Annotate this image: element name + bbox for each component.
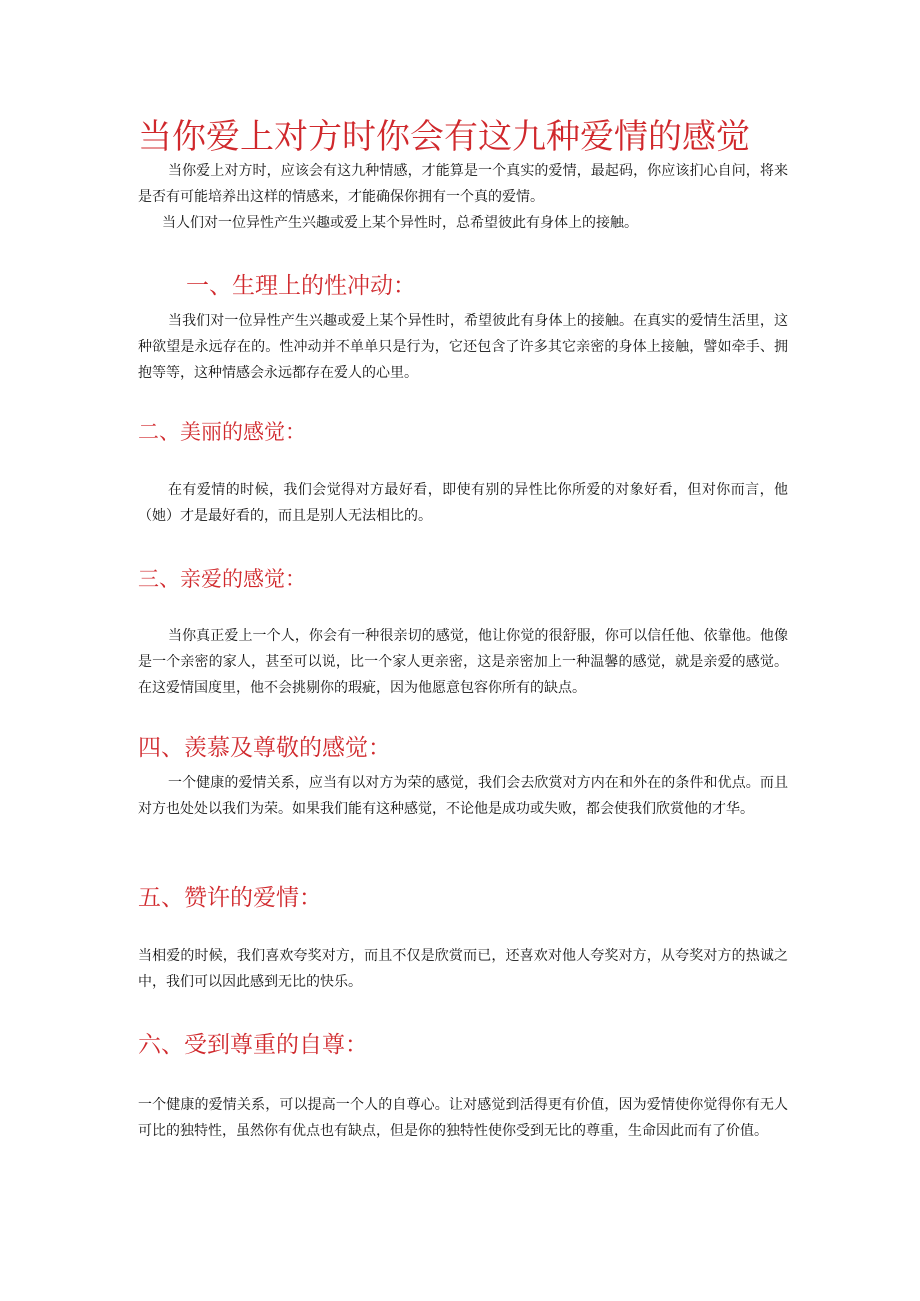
section-body-3: 当你真正爱上一个人，你会有一种很亲切的感觉，他让你觉的很舒服，你可以信任他、依靠他。他像是一个亲密的家人，甚至可以说，比一个家人更亲密，这是亲密加上一种温馨的感觉，就是亲爱的感觉。在这爱情国度里，他不会挑剔你的瑕疵，因为他愿意包容你所有的缺点。 <box>138 628 788 696</box>
section-body-1: 当我们对一位异性产生兴趣或爱上某个异性时，希望彼此有身体上的接触。在真实的爱情生活里，这种欲望是永远存在的。性冲动并不单单只是行为，它还包含了许多其它亲密的身体上接触，譬如牵手、拥抱等等，这种情感会永远都存在爱人的心里。 <box>138 313 788 381</box>
section-heading-6: 六、受到尊重的自尊： <box>138 1032 368 1058</box>
section-heading-5: 五、赞许的爱情： <box>138 885 322 911</box>
section-heading-1: 一、生理上的性冲动： <box>186 273 416 299</box>
document-title: 当你爱上对方时你会有这九种爱情的感觉 <box>138 117 750 157</box>
section-body-2: 在有爱情的时候，我们会觉得对方最好看，即使有别的异性比你所爱的对象好看，但对你而言，他（她）才是最好看的，而且是别人无法相比的。 <box>138 482 788 524</box>
section-heading-4: 四、羡慕及尊敬的感觉： <box>138 735 391 761</box>
intro-paragraph: 当你爱上对方时，应该会有这九种情感，才能算是一个真实的爱情，最起码，你应该扪心自问，将来是否有可能培养出这样的情感来，才能确保你拥有一个真的爱情。 <box>138 163 788 205</box>
section-body-4: 一个健康的爱情关系，应当有以对方为荣的感觉，我们会去欣赏对方内在和外在的条件和优点。而且对方也处处以我们为荣。如果我们能有这种感觉，不论他是成功或失败，都会使我们欣赏他的才华。 <box>138 775 788 817</box>
section-body-6: 一个健康的爱情关系，可以提高一个人的自尊心。让对感觉到活得更有价值，因为爱情使你觉得你有无人可比的独特性，虽然你有优点也有缺点，但是你的独特性使你受到无比的尊重，生命因此而有了价值。 <box>138 1097 788 1139</box>
intro-paragraph-2: 当人们对一位异性产生兴趣或爱上某个异性时，总希望彼此有身体上的接触。 <box>162 215 638 231</box>
section-heading-2: 二、美丽的感觉： <box>138 420 306 444</box>
section-heading-3: 三、亲爱的感觉： <box>138 567 306 591</box>
section-body-5: 当相爱的时候，我们喜欢夸奖对方，而且不仅是欣赏而已，还喜欢对他人夸奖对方，从夸奖对方的热诚之中，我们可以因此感到无比的快乐。 <box>138 948 788 990</box>
